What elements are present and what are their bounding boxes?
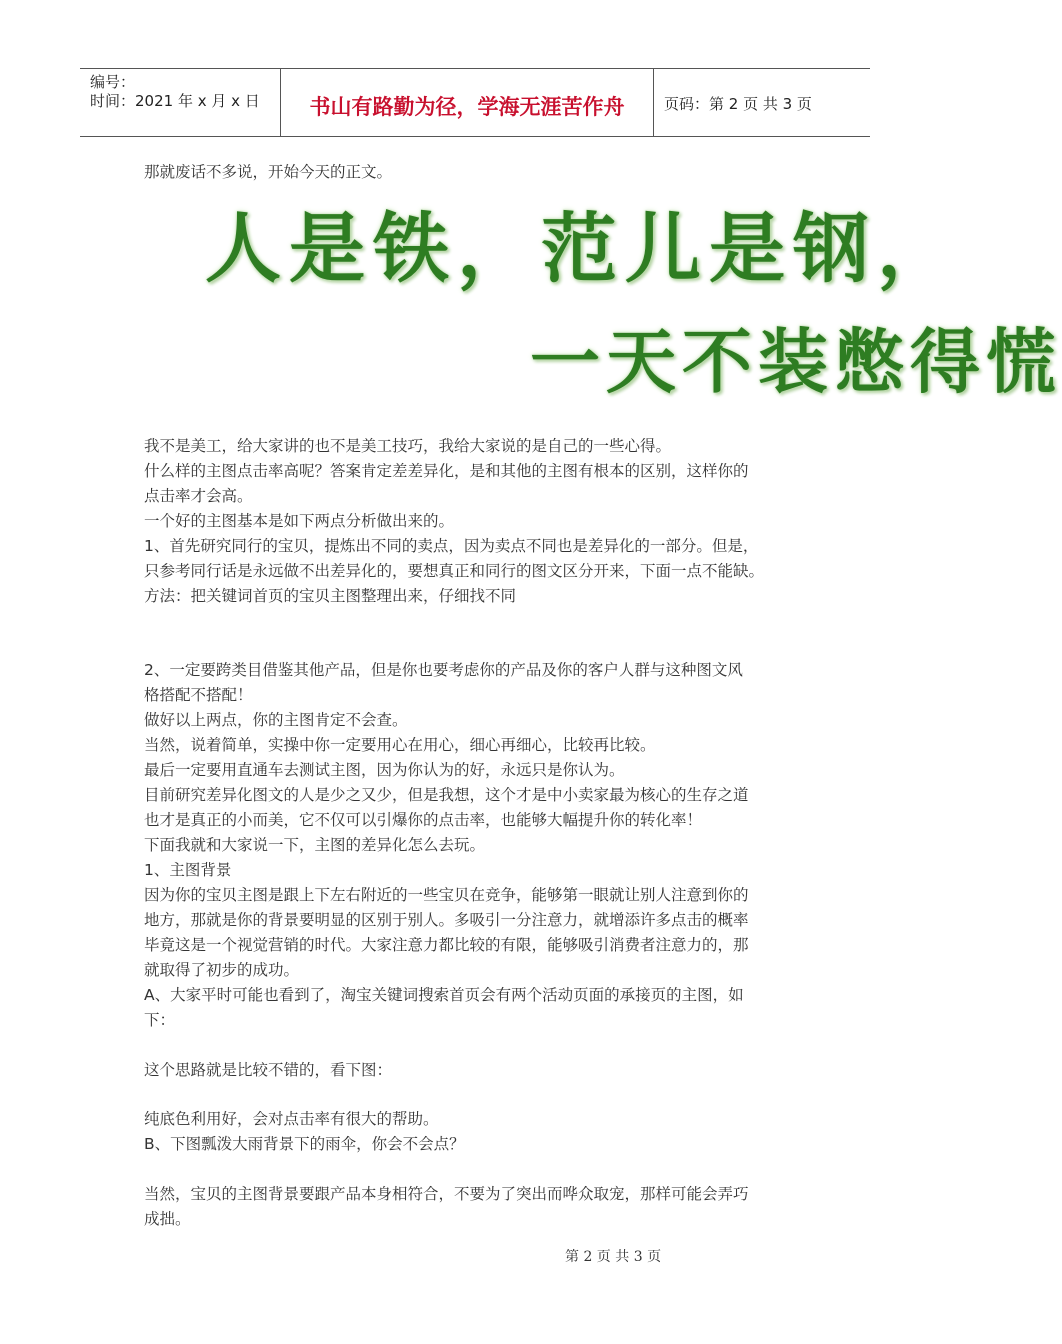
- paragraph-line: 也才是真正的小而美，它不仅可以引爆你的点击率，也能够大幅提升你的转化率！: [144, 811, 703, 829]
- paragraph-line: 就取得了初步的成功。: [144, 961, 300, 979]
- paragraph-line: 只参考同行话是永远做不出差异化的，要想真正和同行的图文区分开来，下面一点不能缺。: [144, 562, 765, 580]
- paragraph-line: 下面我就和大家说一下，主图的差异化怎么去玩。: [144, 836, 486, 854]
- header-slogan: 书山有路勤为径，学海无涯苦作舟: [309, 94, 625, 119]
- document-date: 时间：2021 年 x 月 x 日: [90, 92, 260, 110]
- paragraph-line: 毕竟这是一个视觉营销的时代。大家注意力都比较的有限，能够吸引消费者注意力的，那: [144, 936, 749, 954]
- banner-line-2: 一天不装憋得慌: [530, 321, 1062, 403]
- paragraph-line: 一个好的主图基本是如下两点分析做出来的。: [144, 512, 455, 530]
- paragraph-line: 下：: [144, 1011, 176, 1029]
- paragraph-line: 2、一定要跨类目借鉴其他产品，但是你也要考虑你的产品及你的客户人群与这种图文风: [144, 661, 743, 679]
- header-info-cell: [80, 69, 281, 136]
- paragraph-line: 目前研究差异化图文的人是少之又少，但是我想，这个才是中小卖家最为核心的生存之道: [144, 786, 749, 804]
- paragraph-line: 做好以上两点，你的主图肯定不会查。: [144, 711, 408, 729]
- paragraph-line: B、下图瓢泼大雨背景下的雨伞，你会不会点？: [144, 1135, 465, 1153]
- banner-line-1: 人是铁，范儿是钢，: [205, 204, 961, 293]
- paragraph-line: 我不是美工，给大家讲的也不是美工技巧，我给大家说的是自己的一些心得。: [144, 437, 672, 455]
- paragraph-line: 点击率才会高。: [144, 487, 253, 505]
- header-page-cell: [654, 69, 870, 136]
- paragraph-line: 最后一定要用直通车去测试主图，因为你认为的好，永远只是你认为。: [144, 761, 625, 779]
- paragraph-line: 这个思路就是比较不错的，看下图：: [144, 1061, 393, 1079]
- header-slogan-cell: [281, 69, 654, 136]
- section-heading: 1、主图背景: [144, 861, 232, 879]
- paragraph-line: 因为你的宝贝主图是跟上下左右附近的一些宝贝在竞争，能够第一眼就让别人注意到你的: [144, 886, 749, 904]
- paragraph-line: A、大家平时可能也看到了，淘宝关键词搜索首页会有两个活动页面的承接页的主图，如: [144, 986, 744, 1004]
- paragraph-line: 纯底色利用好，会对点击率有很大的帮助。: [144, 1110, 439, 1128]
- paragraph-line: 当然，说着简单，实操中你一定要用心在用心，细心再细心，比较再比较。: [144, 736, 656, 754]
- page-header: [80, 68, 870, 137]
- page-footer: 第 2 页 共 3 页: [565, 1249, 662, 1265]
- header-page-code: 页码：第 2 页 共 3 页: [664, 95, 812, 113]
- paragraph-line: 当然，宝贝的主图背景要跟产品本身相符合，不要为了突出而哗众取宠，那样可能会弄巧: [144, 1185, 749, 1203]
- paragraph-line: 方法：把关键词首页的宝贝主图整理出来，仔细找不同: [144, 587, 517, 605]
- paragraph-line: 成拙。: [144, 1210, 191, 1228]
- paragraph-line: 格搭配不搭配！: [144, 686, 253, 704]
- paragraph-line: 1、首先研究同行的宝贝，提炼出不同的卖点，因为卖点不同也是差异化的一部分。但是，: [144, 537, 759, 555]
- paragraph-line: 什么样的主图点击率高呢？答案肯定差差异化，是和其他的主图有根本的区别，这样你的: [144, 462, 749, 480]
- intro-text: 那就废话不多说，开始今天的正文。: [144, 163, 393, 181]
- document-number-label: 编号：: [90, 73, 136, 91]
- banner-image: [200, 188, 1062, 403]
- paragraph-line: 地方，那就是你的背景要明显的区别于别人。多吸引一分注意力，就增添许多点击的概率: [144, 911, 749, 929]
